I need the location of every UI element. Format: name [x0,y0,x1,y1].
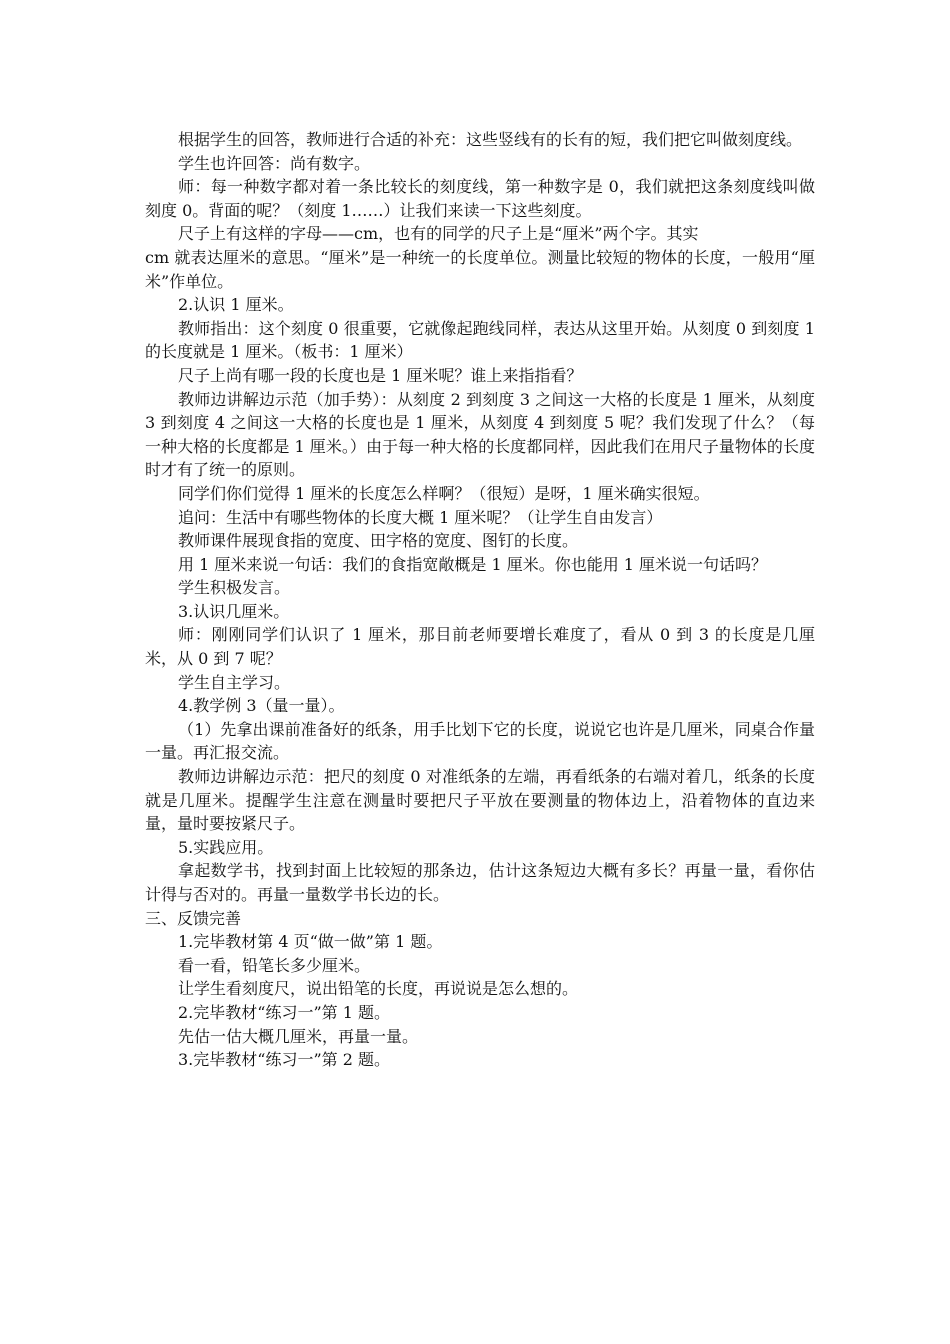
section-heading: 3.认识几厘米。 [178,601,290,621]
paragraph: 根据学生的回答，教师进行合适的补充：这些竖线有的长有的短，我们把它叫做刻度线。 [178,130,803,149]
chapter-heading: 三、反馈完善 [145,908,242,928]
paragraph: 让学生看刻度尺，说出铅笔的长度，再说说是怎么想的。 [178,979,579,999]
section-heading: 1.完毕教材第 4 页“做一做”第 1 题。 [178,932,443,952]
paragraph: 尺子上尚有哪一段的长度也是 1 厘米呢？谁上来指指看？ [178,365,583,385]
paragraph: 学生也许回答：尚有数字。 [178,153,371,173]
paragraph: 看一看，铅笔长多少厘米。 [178,955,371,975]
section-heading: 3.完毕教材“练习一”第 2 题。 [178,1050,390,1070]
paragraph: 用 1 厘米来说一句话：我们的食指宽敞概是 1 厘米。你也能用 1 厘米说一句话吗？ [178,554,768,574]
paragraph: 教师课件展现食指的宽度、田字格的宽度、图钉的长度。 [178,531,579,551]
paragraph: （1）先拿出课前准备好的纸条，用手比划下它的长度，说说它也许是几厘米，同桌合作量一量。再汇报交流。 [145,719,815,763]
section-heading: 2.认识 1 厘米。 [178,295,294,315]
paragraph: 教师指出：这个刻度 0 很重要，它就像起跑线同样，表达从这里开始。从刻度 0 到刻度 1 的长度就是 1 厘米。（板书：1 厘米） [145,318,815,362]
paragraph: 先估一估大概几厘米，再量一量。 [178,1026,419,1046]
section-heading: 5.实践应用。 [178,837,274,857]
section-heading: 2.完毕教材“练习一”第 1 题。 [178,1002,390,1022]
paragraph: 教师边讲解边示范（加手势）：从刻度 2 到刻度 3 之间这一大格的长度是 1 厘米，从刻度 3 到刻度 4 之间这一大格的长度也是 1 厘米，从刻度 4 到刻度 5 呢？我们发现了什么？（每一种大格的长度都是 1 厘米。）由于每一种大格的长度都同样，因此我们在用尺子量物体的长度时才有了统一的原则。 [145,389,815,480]
paragraph: 追问：生活中有哪些物体的长度大概 1 厘米呢？（让学生自由发言） [178,507,663,527]
paragraph: 学生自主学习。 [178,672,291,692]
paragraph: 学生积极发言。 [178,578,291,598]
paragraph: 师：每一种数字都对着一条比较长的刻度线，第一种数字是 0，我们就把这条刻度线叫做刻度 0。背面的呢？（刻度 1……）让我们来读一下这些刻度。 [145,177,815,220]
paragraph: 拿起数学书，找到封面上比较短的那条边，估计这条短边大概有多长？再量一量，看你估计得与否对的。再量一量数学书长边的长。 [145,861,815,904]
paragraph: 师：刚刚同学们认识了 1 厘米，那目前老师要增长难度了，看从 0 到 3 的长度是几厘米，从 0 到 7 呢？ [145,625,815,669]
paragraph: 教师边讲解边示范：把尺的刻度 0 对准纸条的左端，再看纸条的右端对着几，纸条的长度就是几厘米。提醒学生注意在测量时要把尺子平放在要测量的物体边上，沿着物体的直边来量，量时要按紧尺子。 [145,767,815,834]
paragraph: 同学们你们觉得 1 厘米的长度怎么样啊？（很短）是呀，1 厘米确实很短。 [178,483,710,503]
paragraph: cm 就表达厘米的意思。“厘米”是一种统一的长度单位。测量比较短的物体的长度，一般用“厘米”作单位。 [145,247,815,291]
paragraph: 尺子上有这样的字母——cm，也有的同学的尺子上是“厘米”两个字。其实 [178,224,699,244]
section-heading: 4.教学例 3（量一量）。 [178,696,345,716]
document-page [145,128,815,1072]
